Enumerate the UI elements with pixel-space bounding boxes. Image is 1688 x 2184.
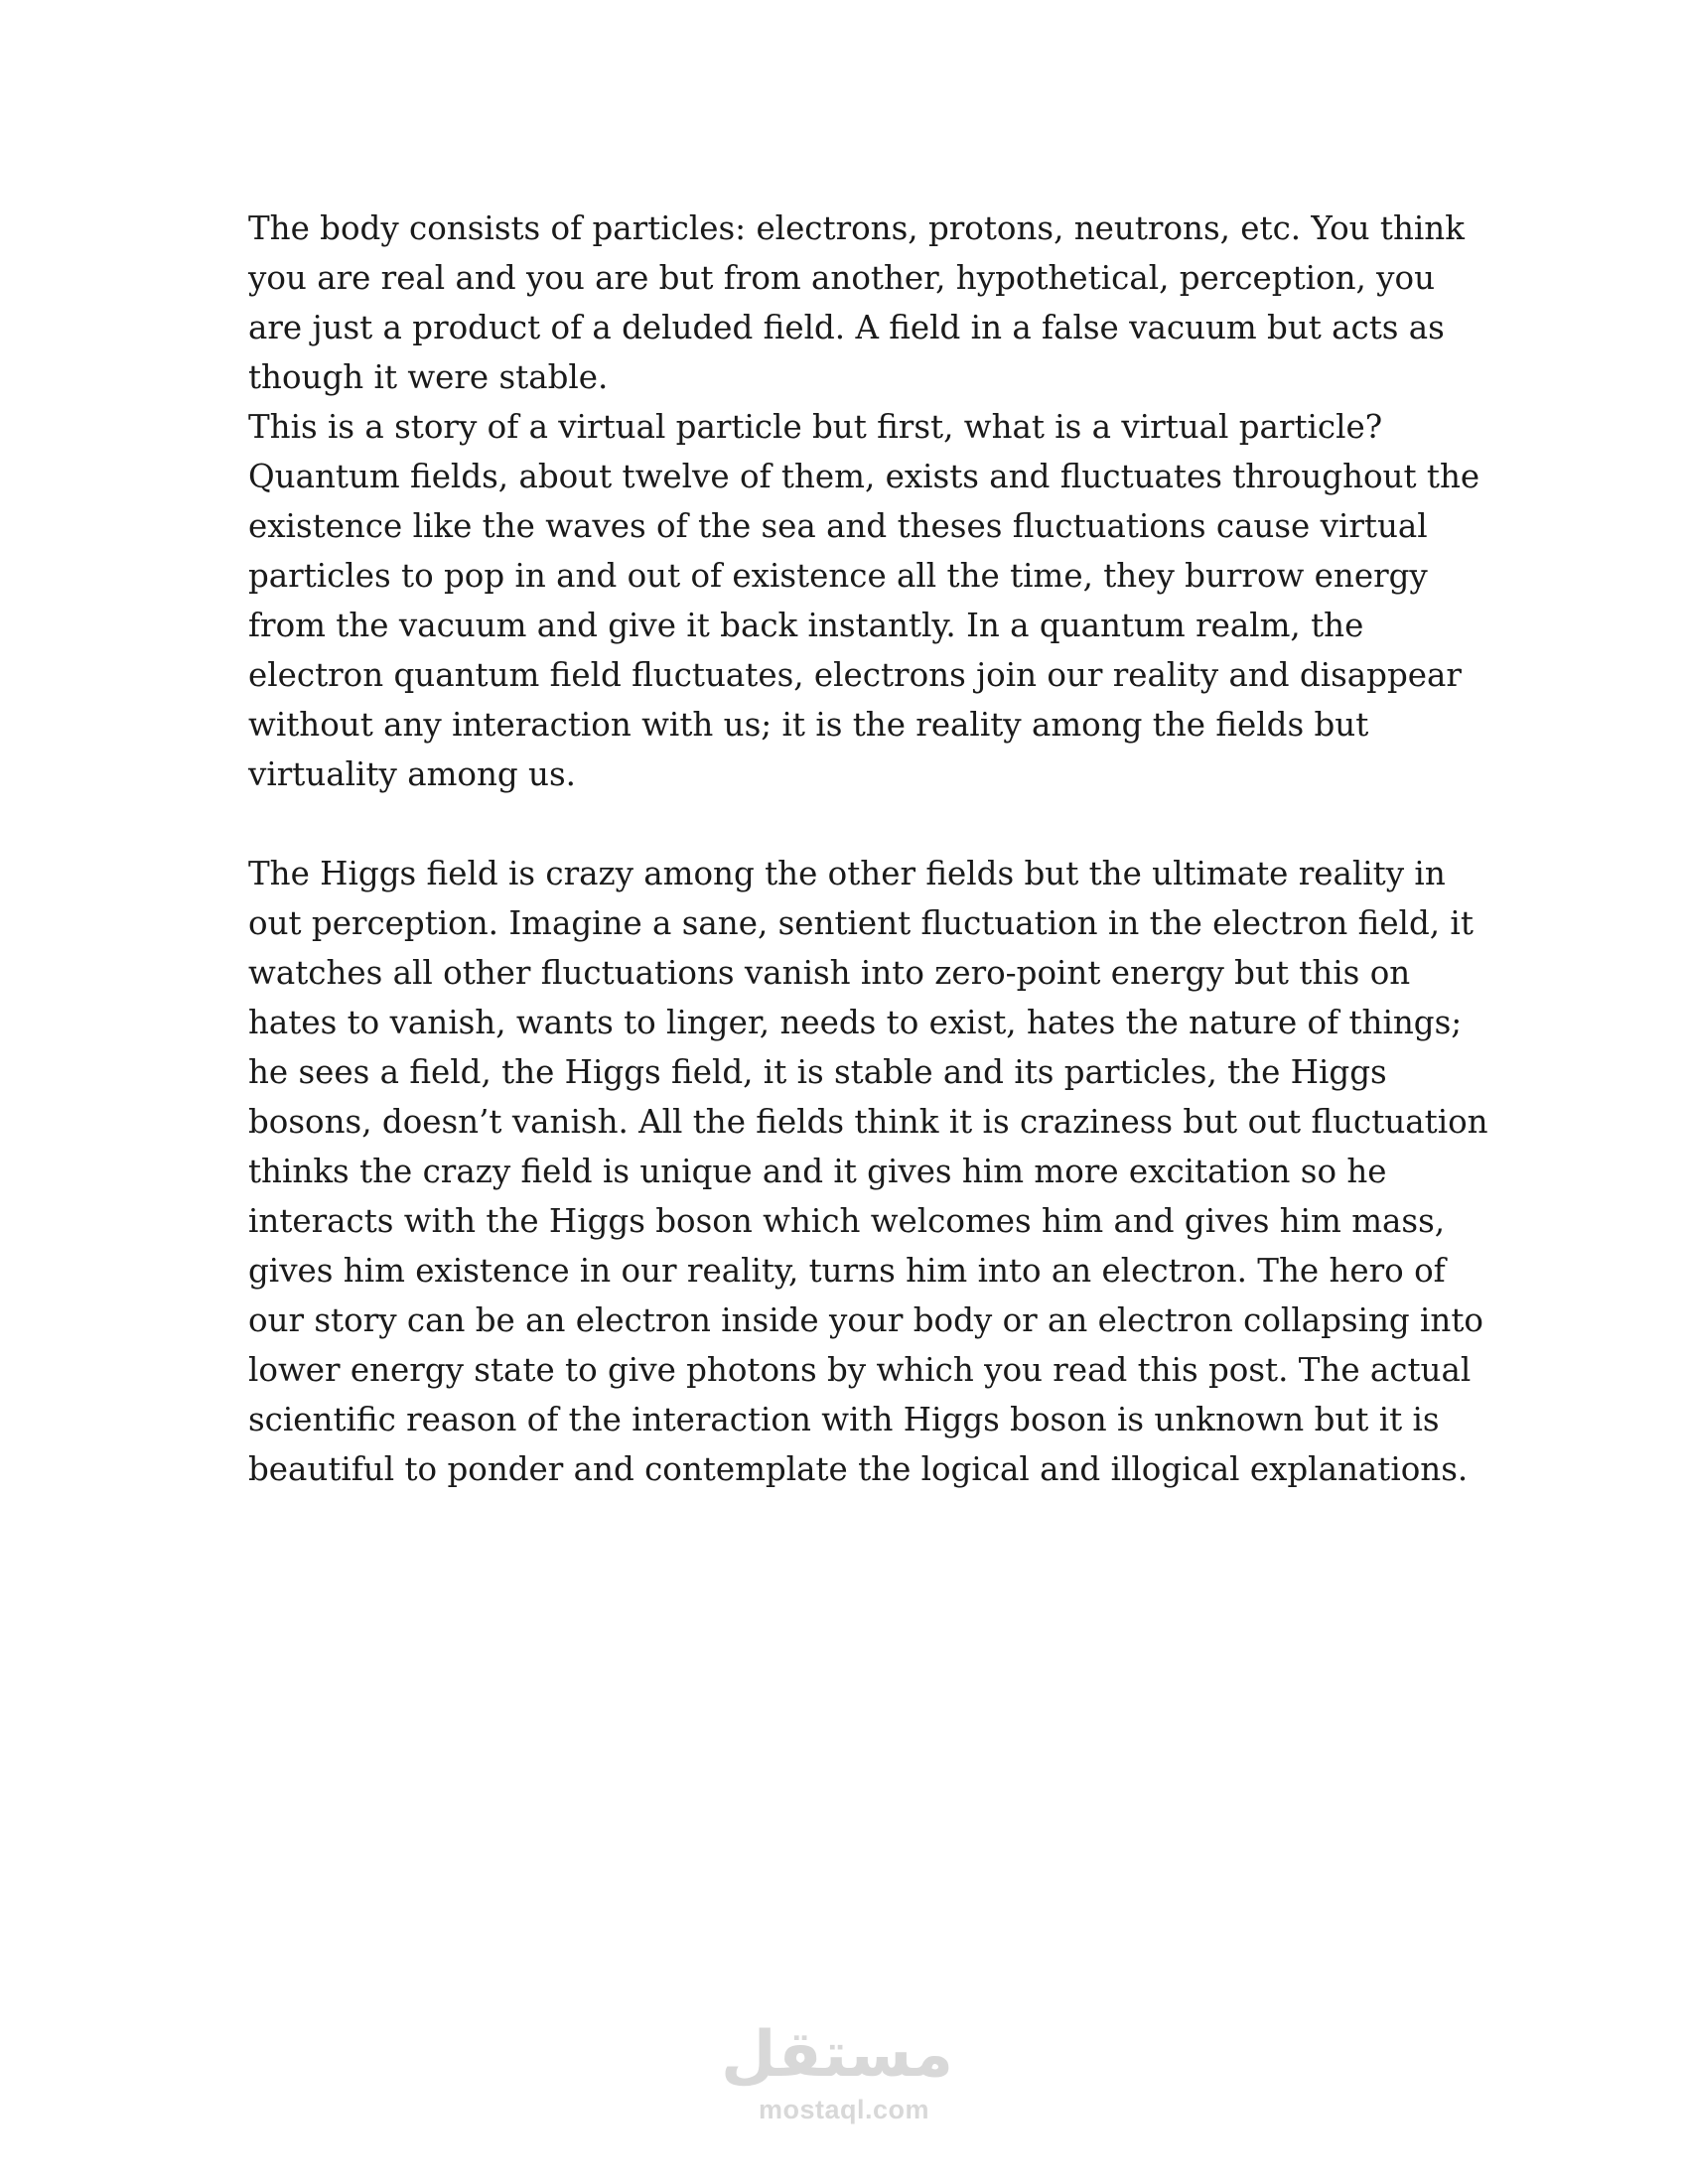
text-line: he sees a field, the Higgs field, it is stable and its particles, the Higgs [248,1053,1387,1091]
text-line: particles to pop in and out of existence all the time, they burrow energy [248,557,1428,595]
text-line: you are real and you are but from another, hypothetical, perception, you [248,259,1436,297]
text-line: Quantum fields, about twelve of them, exists and fluctuates throughout the [248,458,1480,495]
text-line: out perception. Imagine a sane, sentient fluctuation in the electron field, it [248,904,1474,942]
paragraph-spacer [248,799,1470,849]
document-body [248,204,1488,1494]
paragraph-1 [248,204,1480,799]
paragraph-2 [248,849,1488,1494]
text-line: This is a story of a virtual particle but first, what is a virtual particle? [248,408,1383,446]
text-line: watches all other fluctuations vanish into zero-point energy but this on [248,954,1411,992]
text-line: are just a product of a deluded field. A field in a false vacuum but acts as [248,309,1445,346]
text-line: virtuality among us. [248,755,576,793]
text-line: electron quantum field fluctuates, electrons join our reality and disappear [248,656,1462,694]
mostaql-watermark-logo [720,2015,953,2144]
text-line: The Higgs field is crazy among the other fields but the ultimate reality in [248,855,1446,892]
text-line: without any interaction with us; it is the reality among the fields but [248,706,1369,744]
text-line: existence like the waves of the sea and theses fluctuations cause virtual [248,507,1428,545]
text-line: hates to vanish, wants to linger, needs to exist, hates the nature of things; [248,1004,1463,1041]
text-line: though it were stable. [248,358,609,396]
text-line: gives him existence in our reality, turns him into an electron. The hero of [248,1252,1446,1290]
text-line: bosons, doesn’t vanish. All the fields think it is craziness but out fluctuation [248,1103,1488,1141]
watermark-domain-text: mostaql.com [758,2095,930,2124]
text-line: beautiful to ponder and contemplate the logical and illogical explanations. [248,1450,1469,1488]
text-line: from the vacuum and give it back instantly. In a quantum realm, the [248,607,1364,644]
text-line: The body consists of particles: electrons, protons, neutrons, etc. You think [248,209,1465,247]
text-line: lower energy state to give photons by which you read this post. The actual [248,1351,1472,1389]
text-line: scientific reason of the interaction with Higgs boson is unknown but it is [248,1401,1440,1438]
text-line: interacts with the Higgs boson which welcomes him and gives him mass, [248,1202,1446,1240]
watermark-arabic-text: مستقل [720,2018,953,2092]
text-line: our story can be an electron inside your body or an electron collapsing into [248,1301,1483,1339]
text-line: thinks the crazy field is unique and it gives him more excitation so he [248,1153,1387,1190]
